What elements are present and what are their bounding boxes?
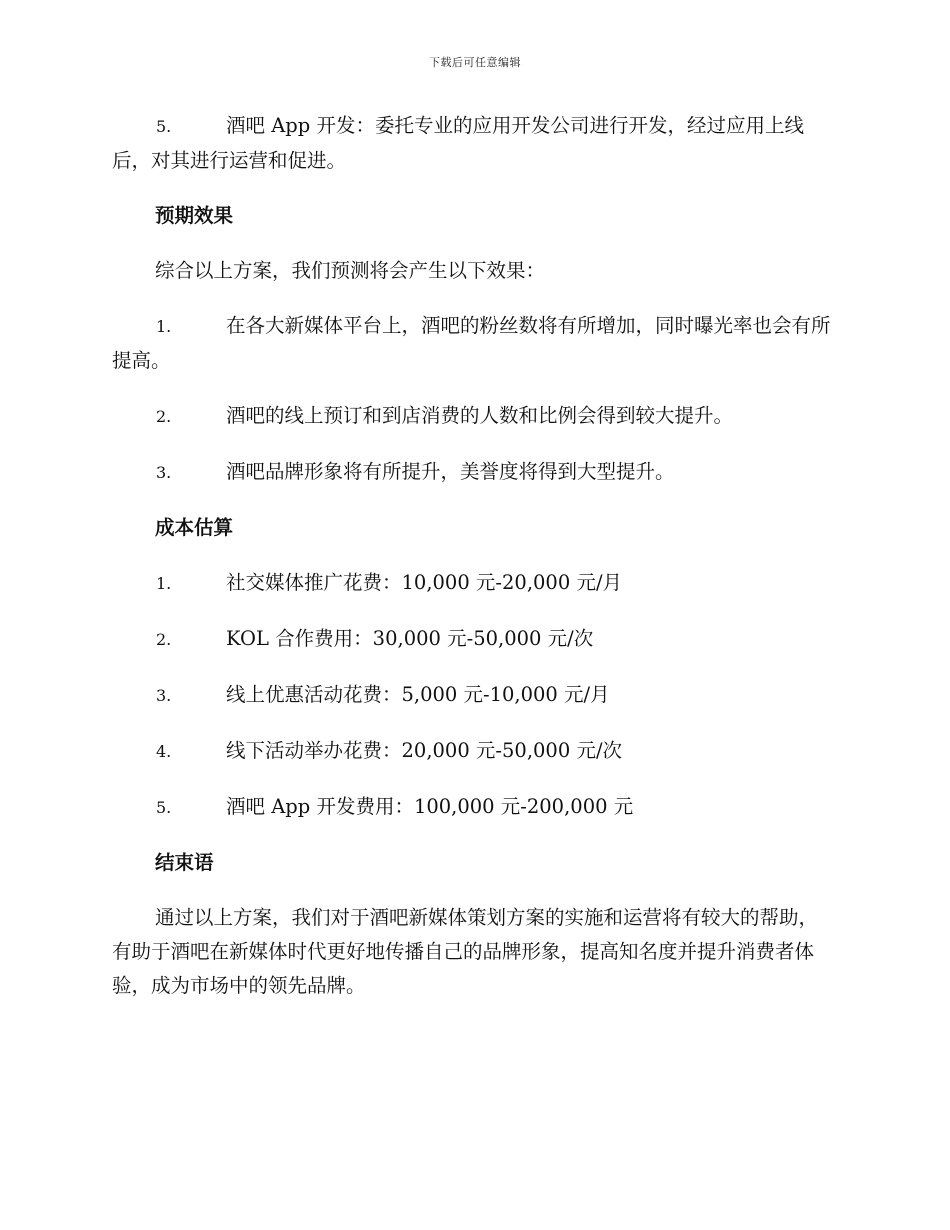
list-text: 线上优惠活动花费：5,000 元-10,000 元/月 xyxy=(226,683,610,706)
list-text: 酒吧品牌形象将有所提升，美誉度将得到大型提升。 xyxy=(226,460,675,483)
list-number: 1. xyxy=(156,574,172,593)
list-item xyxy=(112,678,837,713)
list-text: KOL 合作费用：30,000 元-50,000 元/次 xyxy=(226,627,594,650)
list-item xyxy=(112,109,837,178)
list-item xyxy=(112,309,837,378)
section-heading-effect: 预期效果 xyxy=(155,204,234,227)
list-text: 酒吧 App 开发费用：100,000 元-200,000 元 xyxy=(226,795,634,818)
section-heading-cost: 成本估算 xyxy=(155,516,234,539)
list-number: 2. xyxy=(156,407,172,426)
list-text: 在各大新媒体平台上，酒吧的粉丝数将有所增加，同时曝光率也会有所提高。 xyxy=(112,314,831,372)
paragraph: 通过以上方案，我们对于酒吧新媒体策划方案的实施和运营将有较大的帮助，有助于酒吧在新媒体时代更好地传播自己的品牌形象，提高知名度并提升消费者体验，成为市场中的领先品牌。 xyxy=(112,906,819,997)
section-heading-conclusion: 结束语 xyxy=(155,851,214,874)
paragraph: 综合以上方案，我们预测将会产生以下效果： xyxy=(155,259,546,282)
list-number: 5. xyxy=(156,798,172,817)
list-number: 3. xyxy=(156,686,172,705)
list-item xyxy=(112,622,837,657)
list-number: 2. xyxy=(156,630,172,649)
list-number: 1. xyxy=(156,317,172,336)
list-number: 3. xyxy=(156,463,172,482)
list-text: 酒吧 App 开发：委托专业的应用开发公司进行开发，经过应用上线后，对其进行运营和促进。 xyxy=(112,114,804,172)
list-item xyxy=(112,455,837,490)
list-text: 社交媒体推广花费：10,000 元-20,000 元/月 xyxy=(226,571,623,594)
document-body xyxy=(112,109,837,1024)
list-item xyxy=(112,399,837,434)
list-item xyxy=(112,734,837,769)
list-item xyxy=(112,790,837,825)
list-number: 4. xyxy=(156,742,172,761)
list-text: 线下活动举办花费：20,000 元-50,000 元/次 xyxy=(226,739,623,762)
page-header: 下载后可任意编辑 xyxy=(429,56,521,69)
list-item xyxy=(112,566,837,601)
list-number: 5. xyxy=(156,117,172,136)
list-text: 酒吧的线上预订和到店消费的人数和比例会得到较大提升。 xyxy=(226,404,734,427)
